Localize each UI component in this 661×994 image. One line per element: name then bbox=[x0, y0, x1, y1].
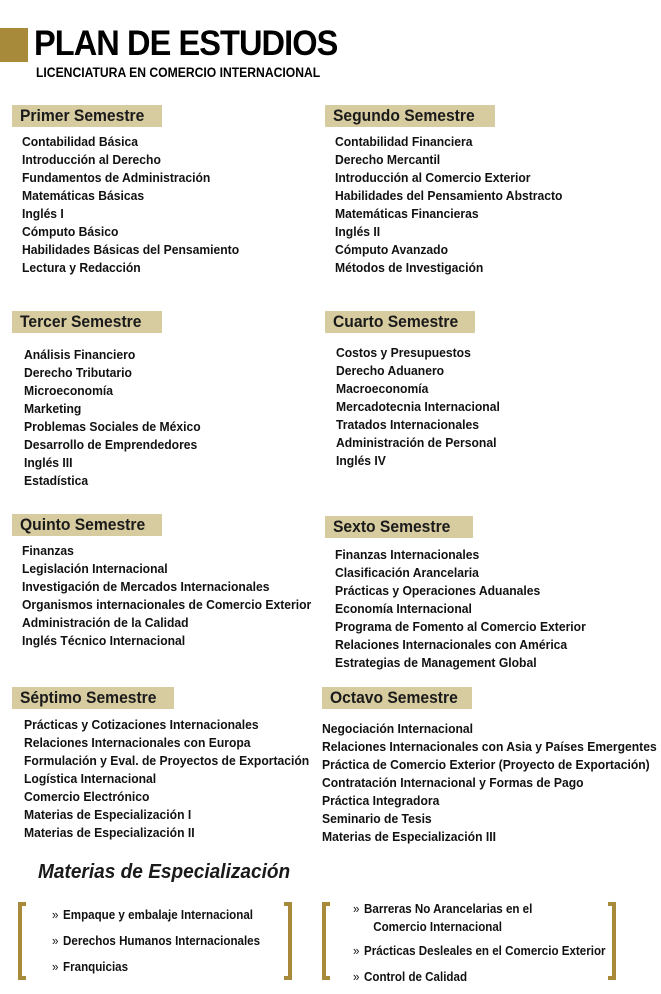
semester-title: Cuarto Semestre bbox=[333, 312, 459, 331]
course-item: Cómputo Avanzado bbox=[335, 242, 449, 257]
specialization-title: Materias de Especialización bbox=[38, 860, 291, 883]
title-accent-block bbox=[0, 28, 28, 62]
specialization-label: Control de Calidad bbox=[364, 970, 468, 984]
semester-header bbox=[325, 311, 475, 333]
semester-title: Quinto Semestre bbox=[20, 515, 146, 534]
semester-title: Sexto Semestre bbox=[333, 517, 451, 536]
course-item: Problemas Sociales de México bbox=[24, 419, 201, 434]
course-item: Inglés Técnico Internacional bbox=[22, 633, 186, 648]
course-item: Estadística bbox=[24, 473, 89, 488]
course-list bbox=[336, 344, 514, 470]
semester-header bbox=[12, 105, 162, 127]
course-item: Análisis Financiero bbox=[24, 347, 136, 362]
course-item: Microeconomía bbox=[24, 383, 113, 398]
arrow-icon: » bbox=[52, 908, 59, 922]
left-bracket-open bbox=[18, 902, 26, 980]
course-item: Inglés IV bbox=[336, 453, 386, 468]
semester-title: Octavo Semestre bbox=[330, 688, 458, 707]
course-item: Costos y Presupuestos bbox=[336, 345, 471, 360]
specialization-item bbox=[353, 968, 606, 986]
course-item: Tratados Internacionales bbox=[336, 417, 479, 432]
course-item: Relaciones Internacionales con Europa bbox=[24, 735, 251, 750]
specialization-label: Empaque y embalaje Internacional bbox=[63, 908, 253, 922]
course-item: Administración de Personal bbox=[336, 435, 497, 450]
course-item: Negociación Internacional bbox=[322, 721, 474, 736]
semester-title: Tercer Semestre bbox=[20, 312, 142, 331]
course-item: Matemáticas Financieras bbox=[335, 206, 479, 221]
course-item: Materias de Especialización II bbox=[24, 825, 195, 840]
arrow-icon: » bbox=[353, 944, 360, 958]
course-item: Lectura y Redacción bbox=[22, 260, 141, 275]
course-item: Matemáticas Básicas bbox=[22, 188, 145, 203]
specialization-label: Comercio Internacional bbox=[373, 920, 503, 934]
course-item: Práctica Integradora bbox=[322, 793, 440, 808]
course-item: Organismos internacionales de Comercio Exterior bbox=[22, 597, 312, 612]
course-item: Relaciones Internacionales con Asia y Países Emergentes bbox=[322, 739, 657, 754]
specialization-item bbox=[353, 942, 606, 960]
semester-header bbox=[325, 516, 473, 538]
course-list bbox=[335, 546, 608, 672]
course-item: Habilidades del Pensamiento Abstracto bbox=[335, 188, 563, 203]
course-item: Inglés III bbox=[24, 455, 73, 470]
specialization-label: Derechos Humanos Internacionales bbox=[63, 934, 261, 948]
semester-title: Primer Semestre bbox=[20, 106, 145, 125]
arrow-icon: » bbox=[52, 934, 59, 948]
course-item: Programa de Fomento al Comercio Exterior bbox=[335, 619, 586, 634]
specialization-list-left bbox=[52, 906, 278, 984]
course-list bbox=[22, 542, 336, 650]
course-item: Métodos de Investigación bbox=[335, 260, 484, 275]
specialization-item bbox=[52, 906, 260, 932]
course-item: Cómputo Básico bbox=[22, 224, 119, 239]
semester-header bbox=[325, 105, 495, 127]
left-bracket-close bbox=[284, 902, 292, 980]
course-item: Introducción al Derecho bbox=[22, 152, 161, 167]
semester-header bbox=[12, 514, 162, 536]
specialization-list-right bbox=[353, 900, 628, 994]
semester-title: Segundo Semestre bbox=[333, 106, 475, 125]
course-item: Fundamentos de Administración bbox=[22, 170, 211, 185]
course-item: Materias de Especialización I bbox=[24, 807, 192, 822]
page-subtitle: LICENCIATURA EN COMERCIO INTERNACIONAL bbox=[36, 65, 321, 80]
course-item: Marketing bbox=[24, 401, 82, 416]
course-item: Desarrollo de Emprendedores bbox=[24, 437, 198, 452]
course-item: Investigación de Mercados Internacionales bbox=[22, 579, 270, 594]
course-item: Práctica de Comercio Exterior (Proyecto de Exportación) bbox=[322, 757, 650, 772]
course-list bbox=[22, 133, 258, 277]
arrow-icon: » bbox=[353, 970, 360, 984]
course-item: Materias de Especialización III bbox=[322, 829, 496, 844]
course-item: Habilidades Básicas del Pensamiento bbox=[22, 242, 240, 257]
course-item: Contabilidad Financiera bbox=[335, 134, 473, 149]
semester-header bbox=[12, 687, 174, 709]
course-item: Mercadotecnia Internacional bbox=[336, 399, 500, 414]
course-item: Clasificación Arancelaria bbox=[335, 565, 479, 580]
specialization-label: Barreras No Arancelarias en el bbox=[364, 902, 533, 916]
specialization-item bbox=[52, 958, 260, 984]
specialization-label: Prácticas Desleales en el Comercio Exterior bbox=[364, 944, 606, 958]
specialization-label: Franquicias bbox=[63, 960, 129, 974]
arrow-icon: » bbox=[353, 902, 360, 916]
course-item: Relaciones Internacionales con América bbox=[335, 637, 568, 652]
semester-header bbox=[12, 311, 162, 333]
course-item: Contabilidad Básica bbox=[22, 134, 138, 149]
course-item: Derecho Mercantil bbox=[335, 152, 441, 167]
course-item: Comercio Electrónico bbox=[24, 789, 150, 804]
course-item: Introducción al Comercio Exterior bbox=[335, 170, 531, 185]
page-title: PLAN DE ESTUDIOS bbox=[34, 24, 338, 63]
semester-header bbox=[322, 687, 472, 709]
course-item: Contratación Internacional y Formas de Pago bbox=[322, 775, 584, 790]
course-item: Prácticas y Operaciones Aduanales bbox=[335, 583, 541, 598]
course-item: Finanzas Internacionales bbox=[335, 547, 480, 562]
right-bracket-open bbox=[322, 902, 330, 980]
course-list bbox=[24, 346, 216, 490]
course-item: Macroeconomía bbox=[336, 381, 429, 396]
course-item: Legislación Internacional bbox=[22, 561, 168, 576]
course-item: Formulación y Eval. de Proyectos de Exportación bbox=[24, 753, 310, 768]
course-item: Seminario de Tesis bbox=[322, 811, 432, 826]
course-list bbox=[24, 716, 334, 842]
specialization-item bbox=[52, 932, 260, 958]
course-item: Inglés II bbox=[335, 224, 381, 239]
course-item: Economía Internacional bbox=[335, 601, 472, 616]
course-item: Derecho Aduanero bbox=[336, 363, 445, 378]
course-item: Derecho Tributario bbox=[24, 365, 132, 380]
semester-title: Séptimo Semestre bbox=[20, 688, 157, 707]
arrow-icon: » bbox=[52, 960, 59, 974]
course-list bbox=[322, 720, 661, 846]
course-item: Inglés I bbox=[22, 206, 64, 221]
course-item: Finanzas bbox=[22, 543, 74, 558]
course-item: Logística Internacional bbox=[24, 771, 157, 786]
course-item: Prácticas y Cotizaciones Internacionales bbox=[24, 717, 259, 732]
course-list bbox=[335, 133, 582, 277]
course-item: Estrategias de Management Global bbox=[335, 655, 537, 670]
specialization-item bbox=[353, 900, 606, 936]
course-item: Administración de la Calidad bbox=[22, 615, 189, 630]
